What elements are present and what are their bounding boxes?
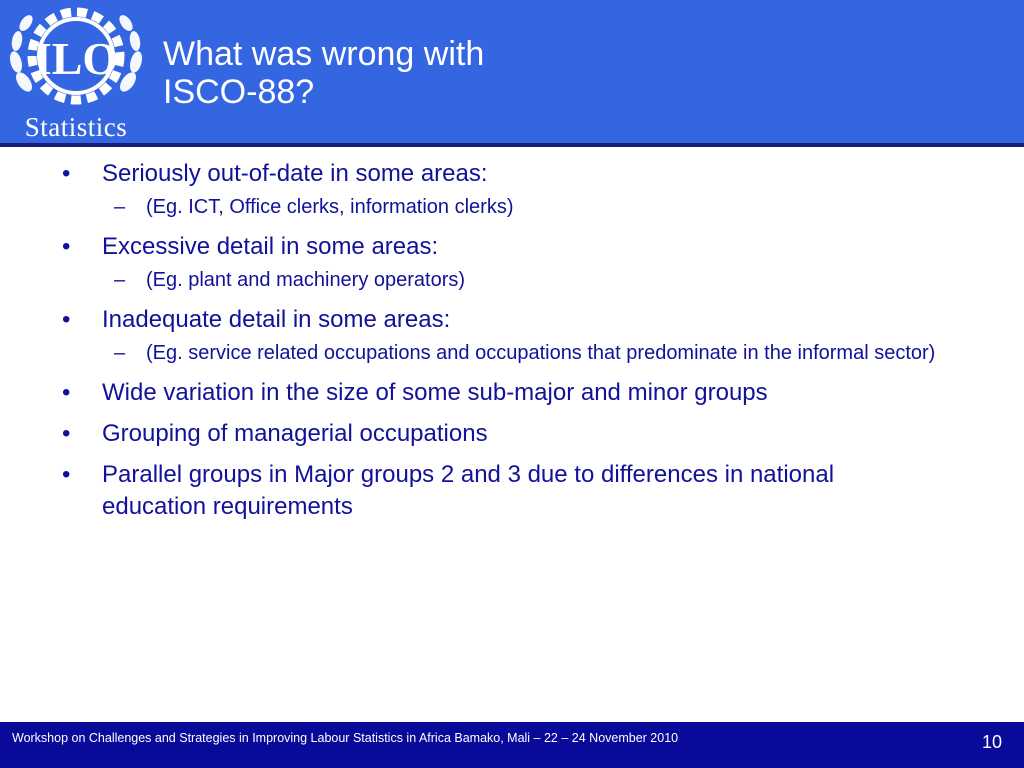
bullet-marker: • — [62, 233, 71, 260]
slide-title-line-2: ISCO-88? — [163, 73, 315, 111]
bullet-text: Inadequate detail in some areas: — [102, 306, 451, 333]
page-number: 10 — [981, 732, 1002, 752]
bullet-item — [60, 377, 960, 409]
bullet-item — [60, 418, 960, 450]
logo-label: Statistics — [24, 112, 128, 142]
header-divider — [0, 143, 1024, 147]
slide-header — [0, 0, 1024, 143]
bullet-text: Parallel groups in Major groups 2 and 3 due to differences in national education requirements — [102, 461, 835, 520]
bullet-marker: • — [62, 379, 71, 406]
ilo-statistics-logo — [4, 4, 148, 142]
sub-bullet-marker: – — [114, 196, 126, 218]
footer-text: Workshop on Challenges and Strategies in Improving Labour Statistics in Africa Bamako, Mali – 22 – 24 November 2010 — [12, 731, 679, 745]
bullet-item — [60, 304, 960, 336]
bullet-text: Wide variation in the size of some sub-major and minor groups — [102, 379, 768, 406]
logo-letters: ILO — [33, 33, 119, 84]
bullet-marker: • — [62, 420, 71, 447]
bullet-item — [60, 231, 960, 263]
sub-bullet-text: (Eg. service related occupations and occupations that predominate in the informal sector) — [146, 342, 936, 364]
sub-bullet-item — [60, 338, 936, 368]
sub-bullet-text: (Eg. ICT, Office clerks, information clerks) — [146, 196, 514, 218]
bullet-marker: • — [62, 306, 71, 333]
slide-footer — [0, 722, 1024, 768]
bullet-marker: • — [62, 160, 71, 187]
bullet-text: Excessive detail in some areas: — [102, 233, 439, 260]
bullet-marker: • — [62, 461, 71, 488]
bullet-text: Grouping of managerial occupations — [102, 420, 488, 447]
ilo-emblem-icon — [4, 4, 148, 114]
sub-bullet-text: (Eg. plant and machinery operators) — [146, 269, 466, 291]
bullet-text: Seriously out-of-date in some areas: — [102, 160, 488, 187]
sub-bullet-marker: – — [114, 269, 126, 291]
sub-bullet-item — [60, 192, 960, 222]
sub-bullet-marker: – — [114, 342, 126, 364]
bullet-item — [60, 459, 882, 523]
sub-bullet-item — [60, 265, 960, 295]
slide-title — [163, 35, 763, 111]
bullet-item — [60, 158, 960, 190]
slide-title-line-1: What was wrong with — [163, 35, 485, 73]
slide-body — [60, 158, 960, 523]
